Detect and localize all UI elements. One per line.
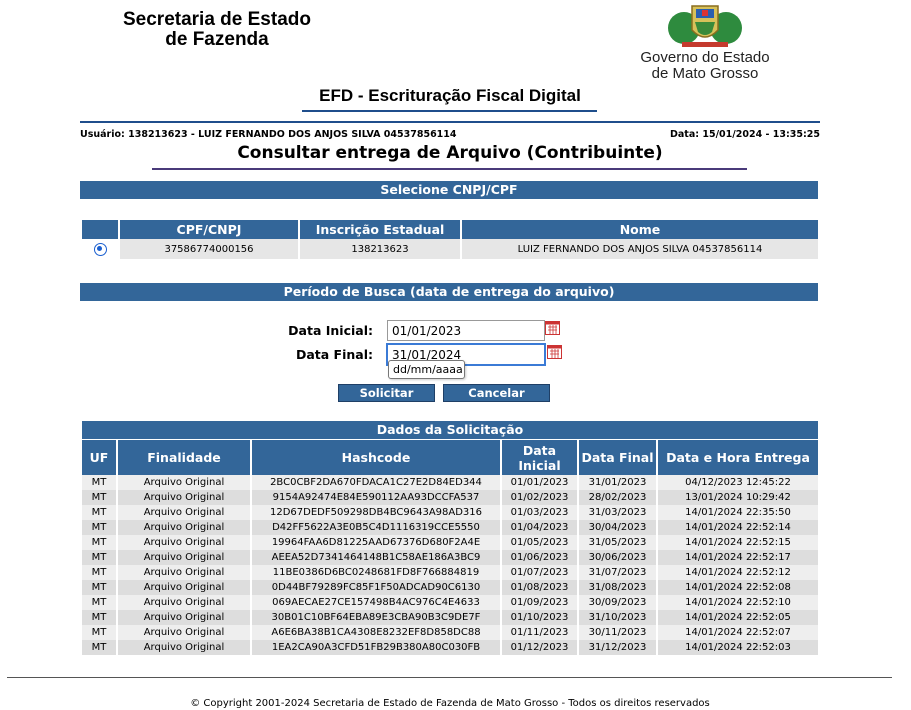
table-row [82,520,818,535]
table-row [82,535,818,550]
data-inicial-cell: 01/03/2023 [502,505,577,520]
table-row [82,610,818,625]
app-title: EFD - Escrituração Fiscal Digital [319,86,581,105]
solicitar-button[interactable]: Solicitar [338,384,435,402]
data-final-cell: 31/01/2023 [579,475,656,490]
table-row [82,640,818,655]
hashcode-cell: A6E6BA38B1CA4308E8232EF8D858DC88 [252,625,500,640]
hashcode-cell: 069AECAE27CE157498B4AC976C4E4633 [252,595,500,610]
uf-cell: MT [82,565,116,580]
finalidade-cell: Arquivo Original [118,490,250,505]
data-hora-entrega-cell: 14/01/2024 22:52:15 [658,535,818,550]
uf-cell: MT [82,640,116,655]
uf-header: UF [82,440,116,475]
table-row [82,475,818,490]
finalidade-cell: Arquivo Original [118,625,250,640]
cpf-cnpj-header: CPF/CNPJ [120,220,298,239]
gov-line-1: Governo do Estado [640,49,770,66]
finalidade-cell: Arquivo Original [118,595,250,610]
date-format-tooltip: dd/mm/aaaa [388,360,465,379]
data-inicial-cell: 01/09/2023 [502,595,577,610]
hashcode-cell: 0D44BF79289FC85F1F50ADCAD90C6130 [252,580,500,595]
data-final-cell: 31/10/2023 [579,610,656,625]
government-logo-text [620,50,790,82]
finalidade-cell: Arquivo Original [118,580,250,595]
hashcode-cell: AEEA52D7341464148B1C58AE186A3BC9 [252,550,500,565]
hashcode-cell: 2BC0CBF2DA670FDACA1C27E2D84ED344 [252,475,500,490]
nome-value: LUIZ FERNANDO DOS ANJOS SILVA 04537856114 [462,239,818,259]
hashcode-cell: 9154A92474E84E590112AA93DCCFA537 [252,490,500,505]
data-final-cell: 31/07/2023 [579,565,656,580]
data-inicial-cell: 01/02/2023 [502,490,577,505]
start-date-label: Data Inicial: [288,323,373,338]
calendar-icon[interactable] [547,345,562,359]
finalidade-cell: Arquivo Original [118,610,250,625]
data-hora-entrega-cell: 14/01/2024 22:35:50 [658,505,818,520]
hashcode-cell: 30B01C10BF64EBA89E3CBA90B3C9DE7F [252,610,500,625]
ie-value: 138213623 [300,239,460,259]
hashcode-cell: 1EA2CA90A3CFD51FB29B380A80C030FB [252,640,500,655]
cpf-cnpj-value: 37586774000156 [120,239,298,259]
data-final-cell: 30/11/2023 [579,625,656,640]
end-date-label: Data Final: [295,347,373,362]
data-hora-entrega-cell: 14/01/2024 22:52:14 [658,520,818,535]
coat-of-arms-icon [664,0,746,50]
data-inicial-cell: 01/11/2023 [502,625,577,640]
footer-divider [7,677,892,678]
page-title-underline [152,168,747,170]
uf-cell: MT [82,535,116,550]
data-hora-entrega-cell: 14/01/2024 22:52:12 [658,565,818,580]
uf-cell: MT [82,490,116,505]
data-final-cell: 31/08/2023 [579,580,656,595]
table-row [82,505,818,520]
data-hora-entrega-cell: 14/01/2024 22:52:08 [658,580,818,595]
hashcode-cell: 11BE0386D6BC0248681FD8F766884819 [252,565,500,580]
data-inicial-cell: 01/05/2023 [502,535,577,550]
org-line-1: Secretaria de Estado [123,9,311,30]
start-date-input[interactable] [387,320,545,341]
data-inicial-cell: 01/04/2023 [502,520,577,535]
data-inicial-cell: 01/10/2023 [502,610,577,625]
hashcode-cell: 12D67DEDF509298DB4BC9643A98AD316 [252,505,500,520]
table-row [82,490,818,505]
data-hora-entrega-cell: 14/01/2024 22:52:10 [658,595,818,610]
uf-cell: MT [82,505,116,520]
calendar-icon[interactable] [545,321,560,335]
data-inicial-cell: 01/08/2023 [502,580,577,595]
finalidade-cell: Arquivo Original [118,520,250,535]
select-cnpj-header: Selecione CNPJ/CPF [80,181,818,199]
data-final-cell: 31/12/2023 [579,640,656,655]
data-final-cell: 30/06/2023 [579,550,656,565]
results-table [80,440,820,655]
radio-column-header [82,220,118,239]
hashcode-header: Hashcode [252,440,500,475]
data-inicial-cell: 01/01/2023 [502,475,577,490]
sefaz-logo-text [112,10,322,50]
uf-cell: MT [82,595,116,610]
data-final-cell: 31/03/2023 [579,505,656,520]
finalidade-cell: Arquivo Original [118,535,250,550]
data-hora-entrega-cell: 14/01/2024 22:52:07 [658,625,818,640]
data-inicial-header: Data Inicial [502,440,577,475]
page-title: Consultar entrega de Arquivo (Contribuinte) [237,143,663,163]
cnpj-radio-selected[interactable] [94,243,107,256]
data-final-header: Data Final [579,440,656,475]
uf-cell: MT [82,520,116,535]
uf-cell: MT [82,475,116,490]
data-inicial-cell: 01/12/2023 [502,640,577,655]
session-date: Data: 15/01/2024 - 13:35:25 [670,129,820,140]
hashcode-cell: D42FF5622A3E0B5C4D1116319CCE5550 [252,520,500,535]
finalidade-cell: Arquivo Original [118,475,250,490]
table-row [82,550,818,565]
data-hora-entrega-cell: 13/01/2024 10:29:42 [658,490,818,505]
period-header: Período de Busca (data de entrega do arquivo) [80,283,818,301]
uf-cell: MT [82,610,116,625]
data-hora-entrega-cell: 14/01/2024 22:52:17 [658,550,818,565]
data-inicial-cell: 01/06/2023 [502,550,577,565]
table-row [82,595,818,610]
gov-line-2: de Mato Grosso [651,65,759,82]
app-title-underline [302,110,597,112]
finalidade-cell: Arquivo Original [118,565,250,580]
data-hora-entrega-cell: 14/01/2024 22:52:05 [658,610,818,625]
cnpj-table [80,220,820,259]
data-inicial-cell: 01/07/2023 [502,565,577,580]
uf-cell: MT [82,550,116,565]
uf-cell: MT [82,625,116,640]
table-row [82,625,818,640]
finalidade-cell: Arquivo Original [118,550,250,565]
data-hora-entrega-cell: 14/01/2024 22:52:03 [658,640,818,655]
data-final-cell: 28/02/2023 [579,490,656,505]
table-row [82,580,818,595]
finalidade-cell: Arquivo Original [118,505,250,520]
radio-cell[interactable] [82,239,118,259]
nome-header: Nome [462,220,818,239]
data-hora-entrega-cell: 04/12/2023 12:45:22 [658,475,818,490]
data-final-cell: 30/04/2023 [579,520,656,535]
finalidade-header: Finalidade [118,440,250,475]
header-divider [80,121,820,123]
hashcode-cell: 19964FAA6D81225AAD67376D680F2A4E [252,535,500,550]
data-hora-entrega-header: Data e Hora Entrega [658,440,818,475]
finalidade-cell: Arquivo Original [118,640,250,655]
cnpj-row[interactable] [82,239,818,259]
results-header: Dados da Solicitação [82,421,818,439]
user-info: Usuário: 138213623 - LUIZ FERNANDO DOS ANJOS SILVA 04537856114 [80,129,457,140]
ie-header: Inscrição Estadual [300,220,460,239]
uf-cell: MT [82,580,116,595]
data-final-cell: 30/09/2023 [579,595,656,610]
table-row [82,565,818,580]
org-line-2: de Fazenda [165,29,269,50]
copyright-footer: © Copyright 2001-2024 Secretaria de Estado de Fazenda de Mato Grosso - Todos os direitos reservados [190,698,710,709]
cancelar-button[interactable]: Cancelar [443,384,550,402]
data-final-cell: 31/05/2023 [579,535,656,550]
